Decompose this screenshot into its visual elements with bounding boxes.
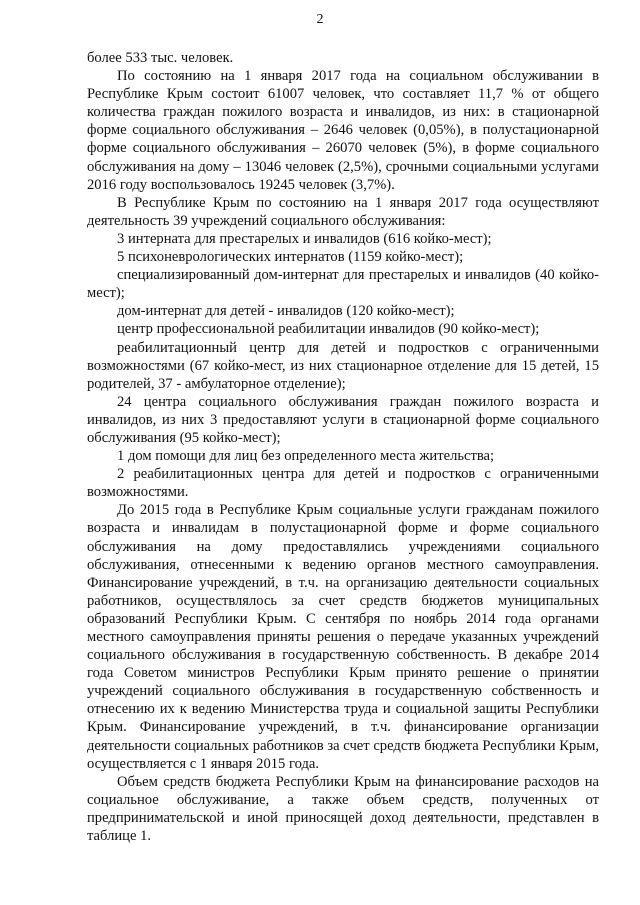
page-number: 2 — [316, 12, 324, 27]
paragraph-continuation: более 533 тыс. человек. — [87, 50, 234, 66]
list-item-homeless-shelter: 1 дом помощи для лиц без определенного места жительства; — [117, 448, 495, 465]
list-item-boarding-homes: 3 интерната для престарелых и инвалидов (616 койко-мест); — [117, 230, 492, 247]
paragraph-institutions-intro: В Республике Крым по состоянию на 1 января 2017 года осуществляют деятельность 39 учреждений социального обслуживания: — [87, 194, 599, 229]
list-item-specialized-home: специализированный дом-интернат для престарелых и инвалидов (40 койко-мест); — [87, 267, 599, 302]
paragraph-history: До 2015 года в Республике Крым социальные услуги гражданам пожилого возраста и инвалидам в полустационарной форме и форме социального обслуживания на дому предоставлялись учреждениями социального обслуживания, отнесенными к ведению органов местного самоуправления. Финансирование учреждений, в т.ч. на организацию деятельности социальных работников, осуществлялось за счет средств бюджетов муниципальных образований Республики Крым. С сентября по ноябрь 2014 года органами местного самоуправления приняты решения о передаче указанных учреждений социального обслуживания в государственную собственность. В декабре 2014 года Советом министров Республики Крым принято решение о принятии учреждений социального обслуживания в государственную собственность и отнесению их к ведению Министерства труда и социальной защиты Республики Крым. Финансирование учреждений, в т.ч. финансирование организации деятельности социальных работников за счет средств бюджета Республики Крым, осуществляется с 1 января 2015 года. — [87, 502, 599, 772]
list-item-rehab-centers-children: 2 реабилитационных центра для детей и подростков с ограниченными возможностями. — [87, 466, 599, 501]
list-item-children-home: дом-интернат для детей - инвалидов (120 койко-мест); — [117, 303, 455, 320]
paragraph-budget: Объем средств бюджета Республики Крым на финансирование расходов на социальное обслуживание, а также объем средств, полученных от предпринимательской и иной приносящей доход деятельности, представлен в таблице 1. — [87, 773, 599, 845]
list-item-social-centers: 24 центра социального обслуживания граждан пожилого возраста и инвалидов, из них 3 предоставляют услуги в стационарной форме социального обслуживания (95 койко-мест); — [87, 393, 599, 446]
list-item-psychoneurological: 5 психоневрологических интернатов (1159 койко-мест); — [117, 249, 464, 266]
list-item-rehab-center: центр профессиональной реабилитации инвалидов (90 койко-мест); — [117, 321, 540, 338]
paragraph-statistics: По состоянию на 1 января 2017 года на социальном обслуживании в Республике Крым состоит 61007 человек, что составляет 11,7 % от общего количества граждан пожилого возраста и инвалидов, из них: в стационарной форме социального обслуживания – 2646 человек (0,05%), в полустационарной форме социального обслуживания – 26070 человек (5%), в форме социального обслуживания на дому – 13046 человек (2,5%), срочными социальными услугами 2016 году воспользовалось 19245 человек (3,7%). — [87, 68, 599, 193]
list-item-children-rehab: реабилитационный центр для детей и подростков с ограниченными возможностями (67 койко-мест, из них стационарное отделение для 15 детей, 15 родителей, 37 - амбулаторное отделение); — [87, 339, 599, 392]
document-body — [87, 49, 599, 845]
